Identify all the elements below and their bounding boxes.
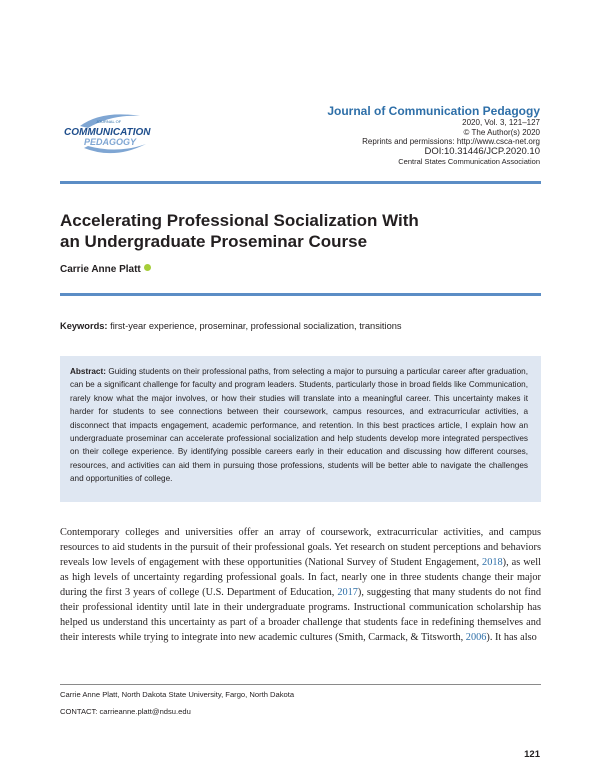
keywords [60, 321, 402, 331]
journal-volume: 2020, Vol. 3, 121–127 [462, 118, 540, 128]
body-part-4: ). It has also [486, 632, 537, 643]
article-title [60, 211, 480, 252]
body-part-1: Contemporary colleges and universities offer an array of coursework, extracurricular activities, and campus resources to aid students in the pursuit of their professional goals. Yet research on student perceptions and behaviors reveals low levels of engagement with these opportunities (National Survey of Student Engagement, [60, 527, 541, 568]
body-part-3: ), suggesting that many students do not find their professional identity until late in their undergraduate programs. Instructional communication scholarship has helped us understand this uncertainty as part of a broader challenge that students face in redefining themselves and their interests while trying to integrate into new academic cultures (Smith, Carmack, & Titsworth, [60, 587, 541, 643]
abstract-box [60, 356, 541, 502]
citation-link-2[interactable]: 2017 [337, 587, 358, 598]
journal-copyright: © The Author(s) 2020 [463, 127, 540, 137]
abstract-text [70, 365, 528, 486]
citation-link-3[interactable]: 2006 [465, 632, 487, 643]
author-line [60, 264, 151, 275]
logo-main: COMMUNICATION [64, 127, 151, 138]
logo-top: JOURNAL OF [96, 119, 122, 124]
abstract-body: Guiding students on their professional paths, from selecting a major to pursuing a particular career after graduation, can be a significant challenge for faculty and program leaders. Students, particularly those in broad fields like Communication, rarely know what the major involves, or how their studies will translate into a meaningful career. This uncertainty makes it harder for students to see connections between their coursework, campus resources, and extracurricular activities, a disconnect that impacts engagement, academic performance, and retention. In this best practices article, I explain how an undergraduate proseminar can accelerate professional socialization and help students develop more integrated perspectives on their college experience. By identifying possible careers early in their education and discussing how different courses, resources, and activities can aid them in pursuing those professions, students will be better able to navigate the challenges and opportunities of college. [70, 367, 528, 484]
body-part-2: ), as well as high levels of uncertainty regarding professional goals. In fact, nearly one in three students change their major during the first 3 years of college (U.S. Department of Education, [60, 557, 541, 598]
journal-association: Central States Communication Association [398, 156, 540, 166]
body-paragraph [60, 525, 541, 645]
author-name: Carrie Anne Platt [60, 264, 141, 275]
footer-rule [60, 684, 541, 685]
header-rule [60, 181, 541, 184]
title-line-2: an Undergraduate Proseminar Course [60, 231, 368, 251]
contact-email[interactable]: CONTACT: carrieanne.platt@ndsu.edu [60, 707, 191, 716]
author-rule [60, 293, 541, 296]
keywords-list: first-year experience, proseminar, professional socialization, transitions [110, 321, 402, 331]
page-number: 121 [524, 749, 540, 760]
journal-doi: DOI:10.31446/JCP.2020.10 [424, 146, 540, 158]
orcid-icon[interactable] [144, 264, 151, 271]
abstract-label: Abstract: [70, 367, 106, 376]
journal-reprints: Reprints and permissions: http://www.csca-net.org [362, 137, 540, 147]
journal-info [327, 104, 540, 167]
author-affiliation: Carrie Anne Platt, North Dakota State University, Fargo, North Dakota [60, 690, 295, 699]
logo-sub: PEDAGOGY [84, 137, 137, 147]
citation-link-1[interactable]: 2018 [482, 557, 503, 568]
journal-logo [62, 108, 162, 158]
title-line-1: Accelerating Professional Socialization With [60, 211, 419, 230]
keywords-label: Keywords: [60, 321, 108, 331]
journal-title: Journal of Communication Pedagogy [327, 104, 540, 118]
